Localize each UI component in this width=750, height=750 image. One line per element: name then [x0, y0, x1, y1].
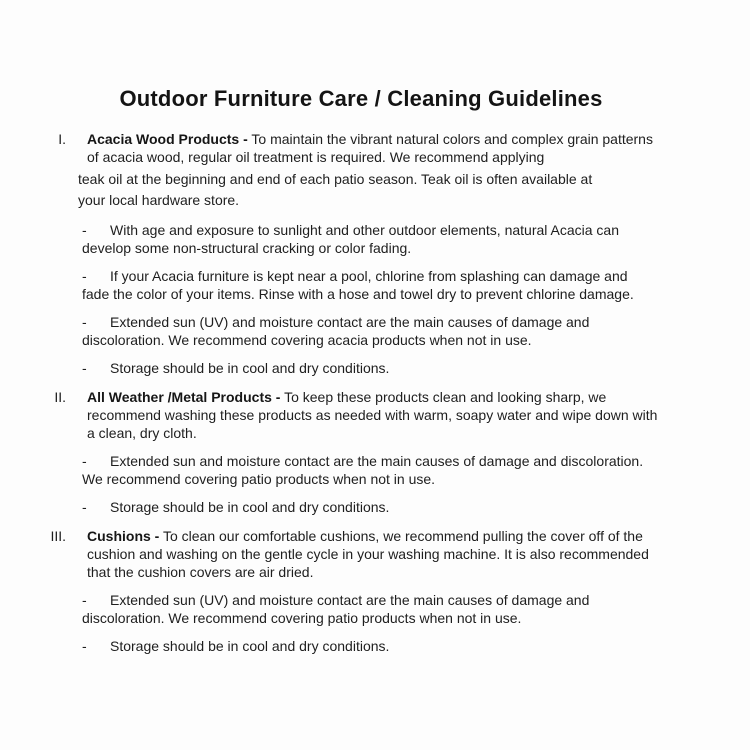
- bullet-dash: -: [82, 453, 87, 469]
- section-cushions: [0, 527, 722, 655]
- section-heading: [87, 130, 722, 148]
- bullet-dash: -: [82, 314, 87, 330]
- bullet-text: fade the color of your items. Rinse with a hose and towel dry to prevent chlorine damage.: [82, 286, 634, 302]
- bullet-dash: -: [82, 638, 87, 654]
- bullet-text: Extended sun and moisture contact are the main causes of damage and discoloration.: [110, 453, 644, 469]
- bullet-dash: -: [82, 592, 87, 608]
- section-heading-line: cushion and washing on the gentle cycle in your washing machine. It is also recommended: [87, 546, 649, 562]
- paragraph-line: your local hardware store.: [78, 192, 240, 208]
- bullet-dash: -: [82, 268, 87, 284]
- section-heading: [87, 388, 722, 406]
- bullet-item: [82, 637, 722, 655]
- bullet-dash: -: [82, 499, 87, 515]
- section-numeral: III.: [50, 528, 66, 544]
- bullet-text: Storage should be in cool and dry conditions.: [110, 499, 390, 515]
- section-heading-line: recommend washing these products as needed with warm, soapy water and wipe down with: [87, 407, 658, 423]
- bullet-item: [82, 221, 722, 257]
- section-heading-bold: Cushions -: [87, 528, 160, 544]
- bullet-text: Storage should be in cool and dry conditions.: [110, 360, 390, 376]
- section-heading-text: To clean our comfortable cushions, we recommend pulling the cover off of the: [162, 528, 643, 544]
- bullet-item: [82, 313, 722, 349]
- section-all-weather-metal: [0, 388, 722, 516]
- bullet-text: develop some non-structural cracking or color fading.: [82, 240, 412, 256]
- bullet-text: With age and exposure to sunlight and other outdoor elements, natural Acacia can: [110, 222, 619, 238]
- bullet-item: [82, 267, 722, 303]
- document-title: Outdoor Furniture Care / Cleaning Guidelines: [119, 86, 603, 111]
- bullet-text: discoloration. We recommend covering patio products when not in use.: [82, 610, 522, 626]
- bullet-item: [82, 452, 722, 488]
- bullet-text: Extended sun (UV) and moisture contact are the main causes of damage and: [110, 592, 590, 608]
- section-heading-text: To maintain the vibrant natural colors and complex grain patterns: [251, 131, 653, 147]
- bullet-text: We recommend covering patio products when not in use.: [82, 471, 436, 487]
- section-heading: [87, 527, 722, 545]
- section-heading-line: that the cushion covers are air dried.: [87, 564, 314, 580]
- section-heading-bold: Acacia Wood Products -: [87, 131, 248, 147]
- paragraph-line: teak oil at the beginning and end of each patio season. Teak oil is often available at: [78, 171, 593, 187]
- section-heading-line: of acacia wood, regular oil treatment is required. We recommend applying: [87, 149, 545, 165]
- bullet-text: discoloration. We recommend covering acacia products when not in use.: [82, 332, 532, 348]
- section-numeral: I.: [58, 131, 66, 147]
- bullet-item: [82, 359, 722, 377]
- paragraph: [78, 169, 722, 211]
- bullet-text: Storage should be in cool and dry conditions.: [110, 638, 390, 654]
- bullet-dash: -: [82, 222, 87, 238]
- bullet-text: Extended sun (UV) and moisture contact are the main causes of damage and: [110, 314, 590, 330]
- bullet-item: [82, 591, 722, 627]
- section-acacia-wood: [0, 130, 722, 377]
- bullet-dash: -: [82, 360, 87, 376]
- section-numeral: II.: [54, 389, 66, 405]
- section-heading-text: To keep these products clean and looking sharp, we: [284, 389, 607, 405]
- bullet-text: If your Acacia furniture is kept near a pool, chlorine from splashing can damage and: [110, 268, 628, 284]
- section-heading-line: a clean, dry cloth.: [87, 425, 197, 441]
- bullet-item: [82, 498, 722, 516]
- section-heading-bold: All Weather /Metal Products -: [87, 389, 281, 405]
